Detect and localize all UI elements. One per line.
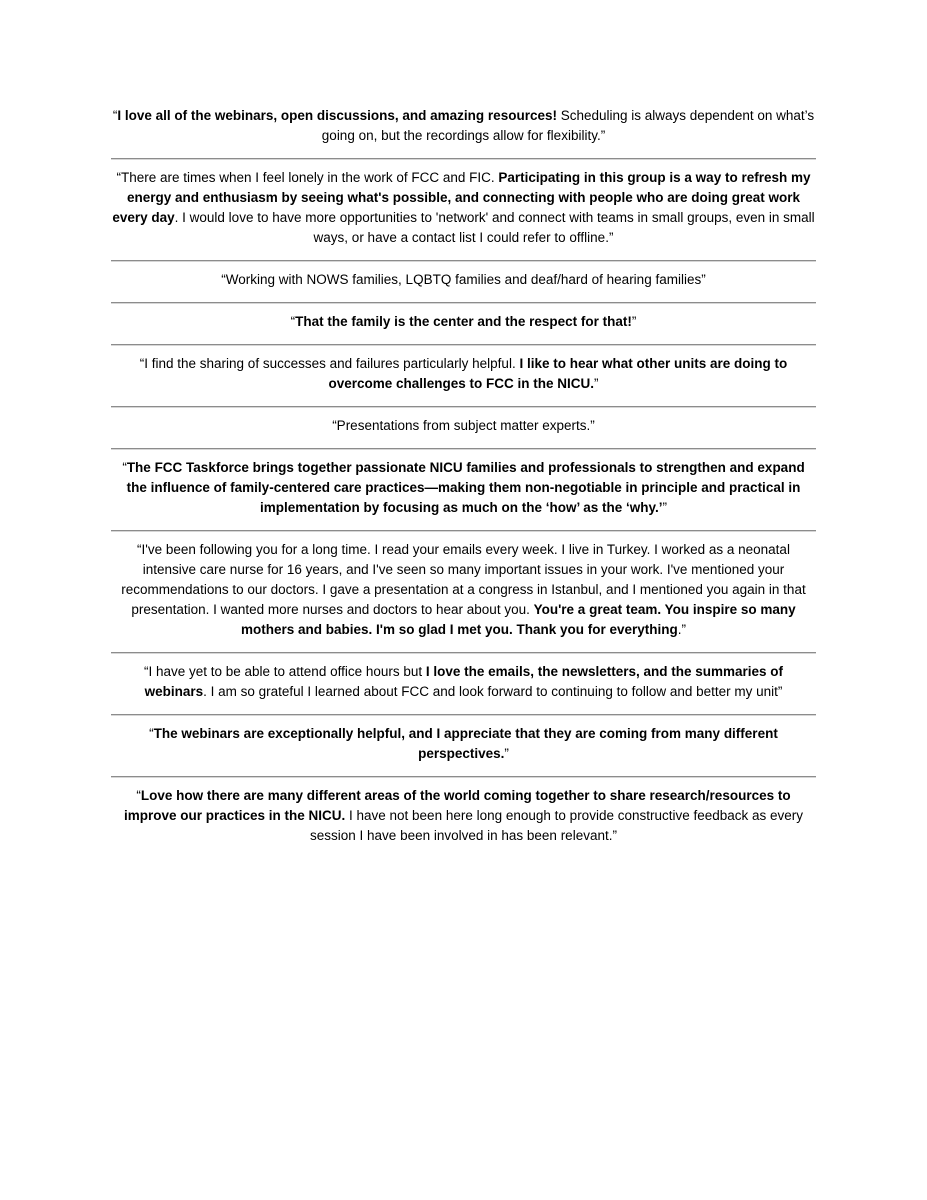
- divider: [111, 714, 816, 716]
- divider: [111, 776, 816, 778]
- divider: [111, 406, 816, 408]
- testimonial-quote: [111, 416, 816, 436]
- quote-segment-bold: Participating in this group is a way to refresh my energy and enthusiasm by seeing what's possible, and connecting with people who are doing great work every day: [112, 170, 811, 225]
- testimonial-quote: [111, 540, 816, 640]
- divider: [111, 448, 816, 450]
- quote-segment: I have not been here long enough to provide constructive feedback as every session I have been involved in has been relevant.”: [310, 808, 804, 843]
- testimonial-quote: [111, 458, 816, 518]
- quote-segment: “There are times when I feel lonely in the work of FCC and FIC.: [116, 170, 499, 185]
- quote-segment-bold: The webinars are exceptionally helpful, and I appreciate that they are coming from many different perspectives.: [153, 726, 778, 761]
- divider: [111, 260, 816, 262]
- divider: [111, 530, 816, 532]
- quote-segment: “: [136, 788, 141, 803]
- quote-segment: ”: [662, 500, 668, 515]
- quote-segment: ”: [631, 314, 637, 329]
- quote-segment: Scheduling is always dependent on what’s going on, but the recordings allow for flexibility.”: [321, 108, 815, 143]
- quote-segment: “Working with NOWS families, LQBTQ families and deaf/hard of hearing families”: [221, 272, 706, 287]
- testimonial-quote: [111, 354, 816, 394]
- quote-segment: . I am so grateful I learned about FCC and look forward to continuing to follow and better my unit”: [203, 684, 783, 699]
- quote-segment-bold: I like to hear what other units are doing to overcome challenges to FCC in the NICU.: [328, 356, 788, 391]
- testimonial-quote: [111, 312, 816, 332]
- quote-segment: “: [149, 726, 154, 741]
- quote-segment-bold: I love the emails, the newsletters, and the summaries of webinars: [144, 664, 784, 699]
- quote-segment-bold: Love how there are many different areas of the world coming together to share research/resources to improve our practices in the NICU.: [123, 788, 791, 823]
- quote-segment: .”: [677, 622, 687, 637]
- divider: [111, 302, 816, 304]
- testimonial-quote: [111, 168, 816, 248]
- quote-segment: “: [290, 314, 296, 329]
- testimonial-quote: [111, 106, 816, 146]
- quote-segment: “I find the sharing of successes and failures particularly helpful.: [139, 356, 520, 371]
- quote-segment: ”: [594, 376, 599, 391]
- testimonial-quote: [111, 270, 816, 290]
- quote-segment: . I would love to have more opportunities to 'network' and connect with teams in small groups, even in small ways, or have a contact list I could refer to offline.”: [174, 210, 815, 245]
- divider: [111, 344, 816, 346]
- quote-segment: “Presentations from subject matter experts.”: [332, 418, 595, 433]
- quote-segment-bold: That the family is the center and the respect for that!: [295, 314, 632, 329]
- quote-segment-bold: The FCC Taskforce brings together passionate NICU families and professionals to strengthen and expand the influence of family-centered care practices—making them non-negotiable in principle and practical in implementation by focusing as much on the ‘how’ as the ‘why.’: [126, 460, 805, 515]
- quote-segment-bold: I love all of the webinars, open discussions, and amazing resources!: [117, 108, 557, 123]
- quote-segment-bold: You're a great team. You inspire so many mothers and babies. I'm so glad I met you. Thank you for everything: [240, 602, 796, 637]
- quote-segment: “: [112, 108, 118, 123]
- quote-segment: ”: [504, 746, 509, 761]
- divider: [111, 652, 816, 654]
- divider: [111, 158, 816, 160]
- testimonial-quotes-list: [111, 0, 816, 846]
- quote-segment: “I've been following you for a long time. I read your emails every week. I live in Turkey. I worked as a neonatal intensive care nurse for 16 years, and I've seen so many important issues in your work. I've mentioned your recommendations to our doctors. I gave a presentation at a congress in Istanbul, and I mentioned you again in that presentation. I wanted more nurses and doctors to hear about you.: [121, 542, 806, 617]
- testimonial-quote: [111, 786, 816, 846]
- quote-segment: “: [122, 460, 127, 475]
- testimonial-quote: [111, 724, 816, 764]
- testimonial-quote: [111, 662, 816, 702]
- quote-segment: “I have yet to be able to attend office hours but: [143, 664, 426, 679]
